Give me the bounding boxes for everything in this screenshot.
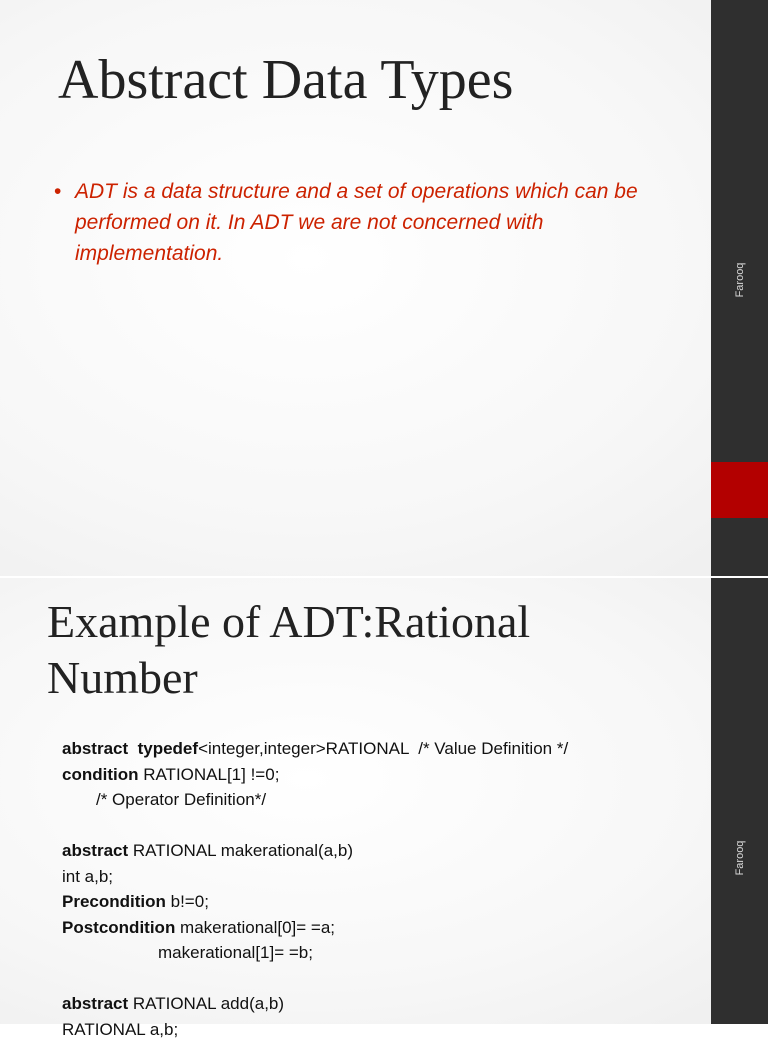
code-keyword: Postcondition — [62, 918, 175, 937]
code-keyword: abstract — [62, 994, 128, 1013]
slide-sidebar — [711, 0, 768, 576]
bullet-list — [54, 176, 694, 269]
slide-sidebar — [711, 578, 768, 1024]
slide-title: Example of ADT:Rational Number — [47, 594, 667, 706]
slide-title: Abstract Data Types — [58, 50, 513, 112]
code-text: RATIONAL[1] !=0; — [138, 765, 279, 784]
code-text: RATIONAL add(a,b) — [128, 994, 284, 1013]
slide-rational-number-example — [0, 578, 768, 1024]
code-line: RATIONAL a,b; — [62, 1017, 702, 1042]
code-line — [62, 736, 702, 762]
code-text: b!=0; — [166, 892, 209, 911]
bullet-text: ADT is a data structure and a set of operations which can be performed on it. In ADT we are not concerned with implementation. — [75, 180, 638, 265]
code-text: RATIONAL makerational(a,b) — [128, 841, 353, 860]
sidebar-author-label: Farooq — [734, 263, 746, 298]
sidebar-author-label: Farooq — [734, 841, 746, 876]
bullet-item — [54, 176, 694, 269]
code-blank-line — [62, 966, 702, 992]
sidebar-accent-block — [711, 462, 768, 518]
code-line — [62, 889, 702, 915]
code-keyword: Precondition — [62, 892, 166, 911]
code-line — [62, 915, 702, 941]
code-keyword: typedef — [138, 739, 198, 758]
code-text: makerational[0]= =a; — [175, 918, 335, 937]
adt-code-block — [62, 736, 702, 1042]
code-line: /* Operator Definition*/ — [62, 787, 702, 813]
code-line — [62, 838, 702, 864]
code-line — [62, 991, 702, 1017]
code-keyword: condition — [62, 765, 138, 784]
code-line: makerational[1]= =b; — [62, 940, 702, 966]
code-keyword: abstract — [62, 739, 128, 758]
code-blank-line — [62, 813, 702, 839]
code-text: <integer,integer>RATIONAL /* Value Definition */ — [198, 739, 568, 758]
code-line — [62, 762, 702, 788]
code-line: int a,b; — [62, 864, 702, 890]
code-keyword: abstract — [62, 841, 128, 860]
bullet-dot-icon: • — [54, 176, 61, 207]
